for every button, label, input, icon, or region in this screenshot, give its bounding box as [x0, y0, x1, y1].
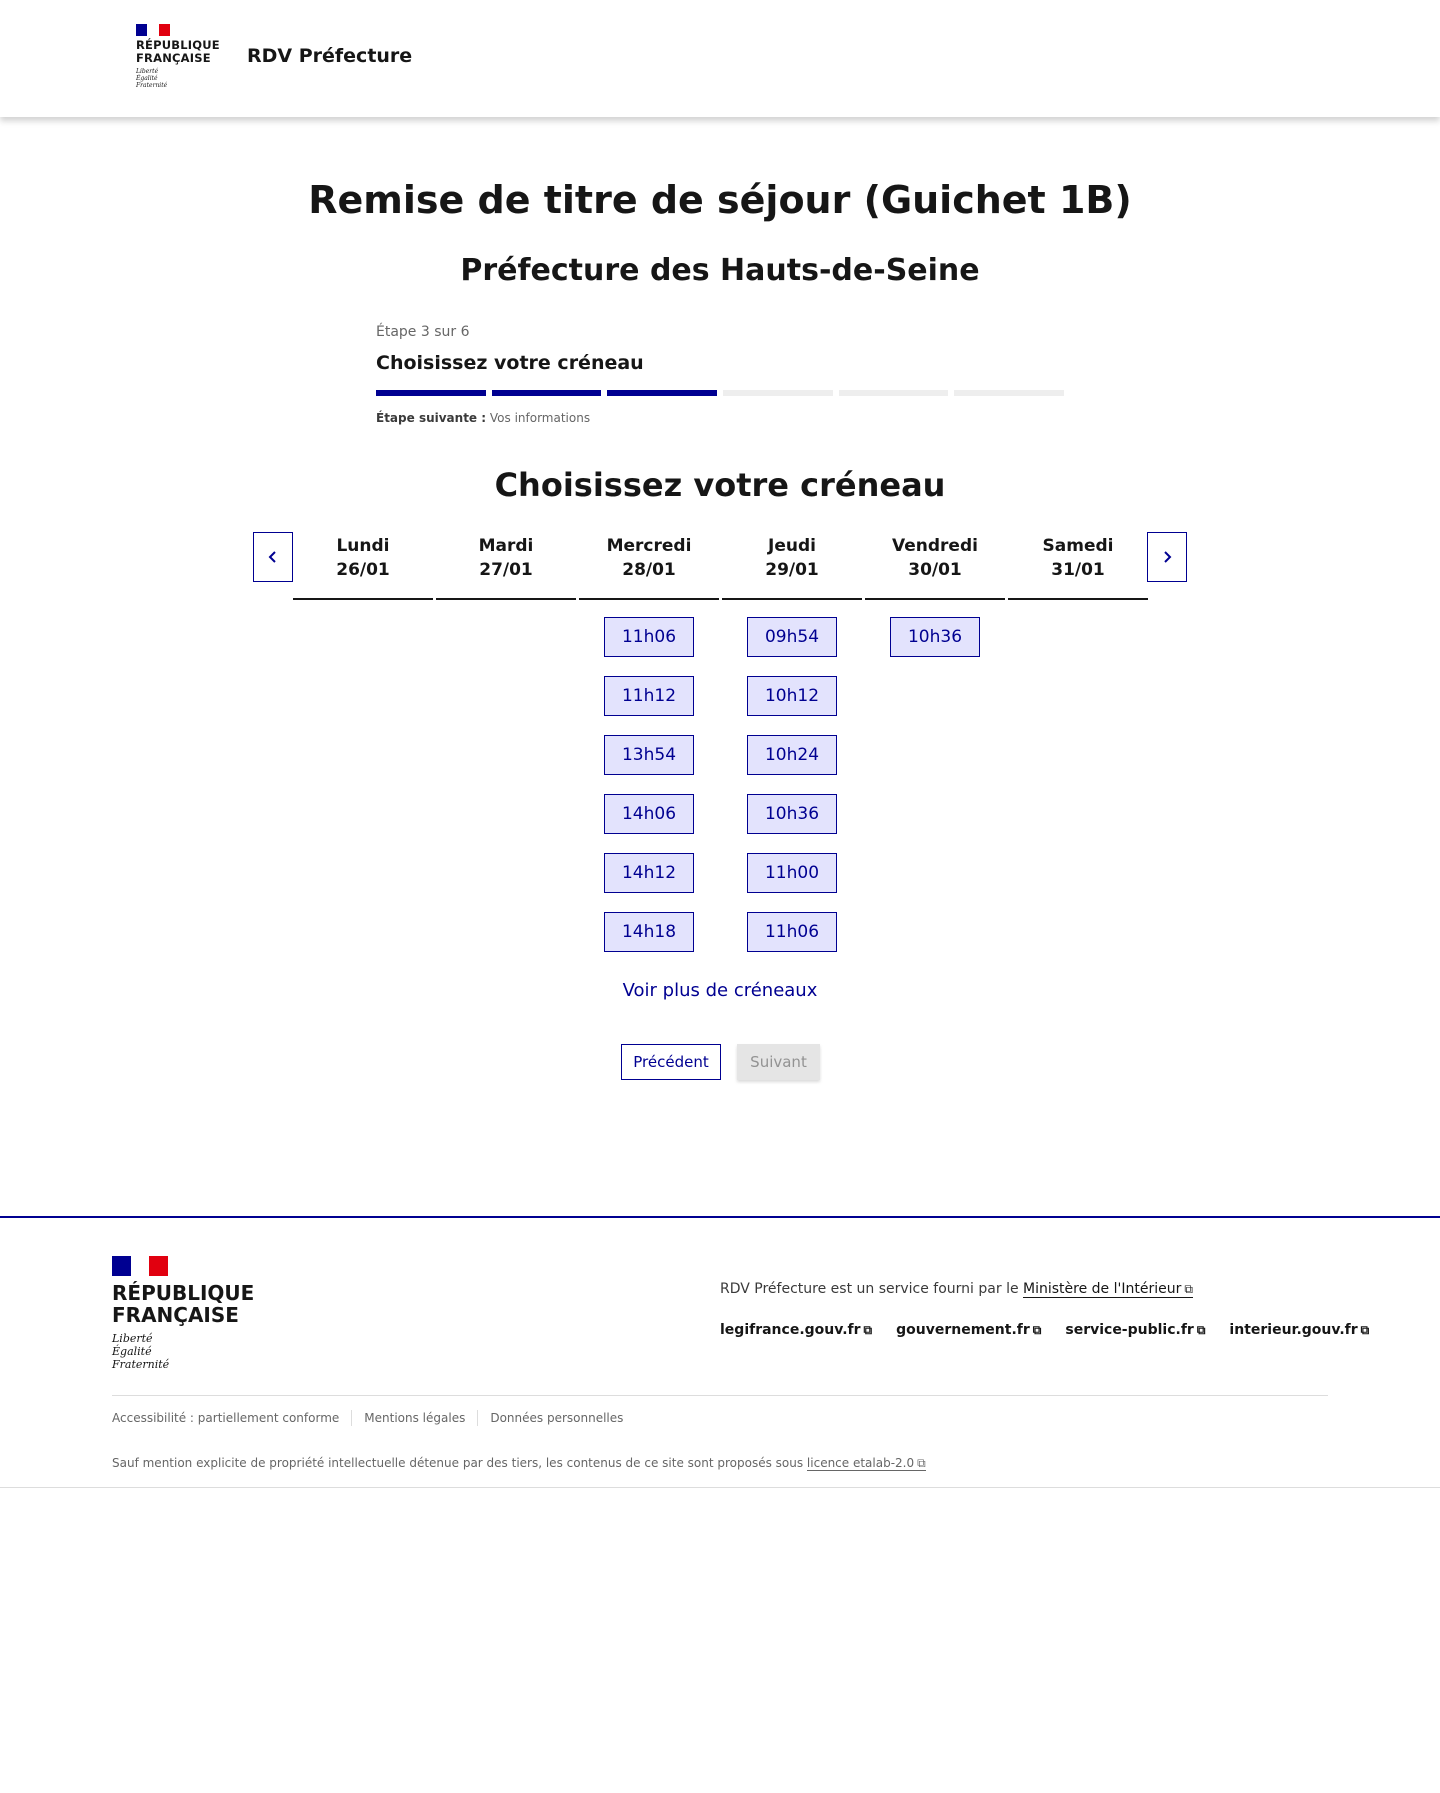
day-header	[579, 532, 719, 600]
footer-link-label: gouvernement.fr	[896, 1322, 1030, 1338]
day-date: 29/01	[765, 560, 819, 580]
footer-motto-egalite: Égalité	[112, 1345, 152, 1358]
french-flag-icon	[112, 1256, 168, 1276]
site-footer	[0, 1216, 1440, 1488]
stepper-next-step	[376, 411, 1064, 425]
day-column-mardi	[436, 532, 576, 952]
day-column-mercredi	[579, 532, 719, 952]
motto-fraternite: Fraternité	[136, 82, 168, 89]
stepper-next-value: Vos informations	[489, 411, 591, 425]
time-slot-button[interactable]: 09h54	[747, 617, 837, 657]
day-header	[293, 532, 433, 600]
footer-link-label: legifrance.gouv.fr	[720, 1322, 861, 1338]
time-slot-button[interactable]: 10h36	[890, 617, 980, 657]
republique-logo[interactable]	[136, 24, 220, 89]
external-link-icon: ⧉	[1184, 1282, 1193, 1296]
footer-motto	[112, 1332, 254, 1371]
license-link[interactable]	[807, 1456, 926, 1471]
stepper-progress	[376, 390, 1064, 396]
stepper-next-label: Étape suivante :	[376, 411, 487, 425]
ministere-link-label: Ministère de l'Intérieur	[1023, 1281, 1182, 1297]
motto-liberte: Liberté	[136, 68, 159, 75]
license-link-label: licence etalab-2.0	[806, 1456, 915, 1470]
license-text: Sauf mention explicite de propriété intellectuelle détenue par des tiers, les contenus de ce site sont proposés sous	[112, 1456, 807, 1470]
calendar-days	[293, 532, 1148, 952]
day-date: 31/01	[1051, 560, 1105, 580]
footer-motto-liberte: Liberté	[112, 1332, 153, 1345]
chevron-left-icon	[267, 550, 279, 564]
footer-link-divider	[351, 1410, 352, 1426]
external-link-icon: ⧉	[863, 1323, 873, 1337]
stepper-segment	[607, 390, 717, 396]
time-slot-button[interactable]: 10h24	[747, 735, 837, 775]
slot-list	[865, 600, 1005, 657]
motto-egalite: Égalité	[136, 75, 158, 82]
chevron-right-icon	[1161, 550, 1173, 564]
footer-bottom-link[interactable]: Accessibilité : partiellement conforme	[112, 1411, 340, 1425]
footer-bottom-link[interactable]: Données personnelles	[490, 1411, 624, 1425]
page-title: Remise de titre de séjour (Guichet 1B)	[308, 178, 1132, 222]
day-name: Jeudi	[768, 536, 816, 556]
footer-links	[720, 1322, 1369, 1338]
footer-motto-fraternite: Fraternité	[112, 1358, 170, 1371]
day-header	[1008, 532, 1148, 600]
day-name: Samedi	[1042, 536, 1114, 556]
footer-description-text: RDV Préfecture est un service fourni par le	[720, 1281, 1024, 1297]
external-link-icon: ⧉	[1196, 1323, 1206, 1337]
next-button: Suivant	[737, 1044, 820, 1080]
time-slot-button[interactable]: 10h36	[747, 794, 837, 834]
day-name: Vendredi	[892, 536, 978, 556]
day-column-vendredi	[865, 532, 1005, 952]
footer-brand-line1: RÉPUBLIQUE	[112, 1281, 255, 1305]
time-slot-button[interactable]: 14h18	[604, 912, 694, 952]
day-date: 30/01	[908, 560, 962, 580]
previous-week-button[interactable]	[253, 532, 293, 582]
footer-link-label: interieur.gouv.fr	[1229, 1322, 1358, 1338]
slot-list	[722, 600, 862, 952]
footer-link-divider	[477, 1410, 478, 1426]
footer-republique-logo[interactable]	[112, 1256, 254, 1371]
more-slots-link[interactable]: Voir plus de créneaux	[622, 980, 818, 1001]
day-header	[436, 532, 576, 600]
stepper-segment	[954, 390, 1064, 396]
time-slot-button[interactable]: 14h12	[604, 853, 694, 893]
external-link-icon: ⧉	[917, 1456, 926, 1470]
site-header	[0, 0, 1440, 117]
stepper	[376, 324, 1064, 425]
time-slot-button[interactable]: 11h06	[604, 617, 694, 657]
stepper-segment	[839, 390, 949, 396]
stepper-segment	[492, 390, 602, 396]
logo-brand-line2: FRANÇAISE	[136, 51, 211, 65]
ministere-link[interactable]	[1023, 1281, 1193, 1298]
time-slot-button[interactable]: 14h06	[604, 794, 694, 834]
stepper-title: Choisissez votre créneau	[376, 352, 644, 374]
stepper-state: Étape 3 sur 6	[376, 324, 470, 340]
time-slot-button[interactable]: 11h06	[747, 912, 837, 952]
slot-list	[1008, 600, 1148, 617]
stepper-segment	[723, 390, 833, 396]
service-title[interactable]: RDV Préfecture	[247, 45, 413, 67]
footer-bottom-link[interactable]: Mentions légales	[364, 1411, 466, 1425]
french-flag-icon	[136, 24, 170, 36]
footer-brand-line2: FRANÇAISE	[112, 1303, 239, 1327]
previous-button[interactable]: Précédent	[621, 1044, 721, 1080]
day-header	[865, 532, 1005, 600]
footer-bottom-links	[112, 1410, 623, 1426]
external-link-icon: ⧉	[1032, 1323, 1042, 1337]
page-subtitle: Préfecture des Hauts-de-Seine	[460, 253, 980, 288]
day-column-lundi	[293, 532, 433, 952]
footer-link-label: service-public.fr	[1065, 1322, 1194, 1338]
day-name: Mardi	[478, 536, 534, 556]
external-link-icon: ⧉	[1360, 1323, 1370, 1337]
footer-link-gouvernement[interactable]	[896, 1322, 1041, 1338]
slot-list	[579, 600, 719, 952]
time-slot-button[interactable]: 13h54	[604, 735, 694, 775]
stepper-segment	[376, 390, 486, 396]
day-column-jeudi	[722, 532, 862, 952]
day-date: 26/01	[336, 560, 390, 580]
day-name: Lundi	[336, 536, 390, 556]
day-header	[722, 532, 862, 600]
section-title: Choisissez votre créneau	[494, 466, 946, 504]
slot-list	[293, 600, 433, 617]
time-slot-button[interactable]: 11h12	[604, 676, 694, 716]
logo-motto	[136, 68, 220, 89]
day-name: Mercredi	[606, 536, 692, 556]
footer-link-legifrance[interactable]	[720, 1322, 872, 1338]
slot-list	[436, 600, 576, 617]
footer-divider	[112, 1395, 1328, 1396]
day-date: 27/01	[479, 560, 533, 580]
footer-link-interieur[interactable]	[1229, 1322, 1369, 1338]
next-week-button[interactable]	[1147, 532, 1187, 582]
footer-license	[112, 1456, 926, 1471]
logo-brand-line1: RÉPUBLIQUE	[136, 38, 220, 52]
day-column-samedi	[1008, 532, 1148, 952]
time-slot-button[interactable]: 11h00	[747, 853, 837, 893]
time-slot-button[interactable]: 10h12	[747, 676, 837, 716]
footer-description	[720, 1281, 1193, 1297]
footer-link-service-public[interactable]	[1065, 1322, 1205, 1338]
day-date: 28/01	[622, 560, 676, 580]
